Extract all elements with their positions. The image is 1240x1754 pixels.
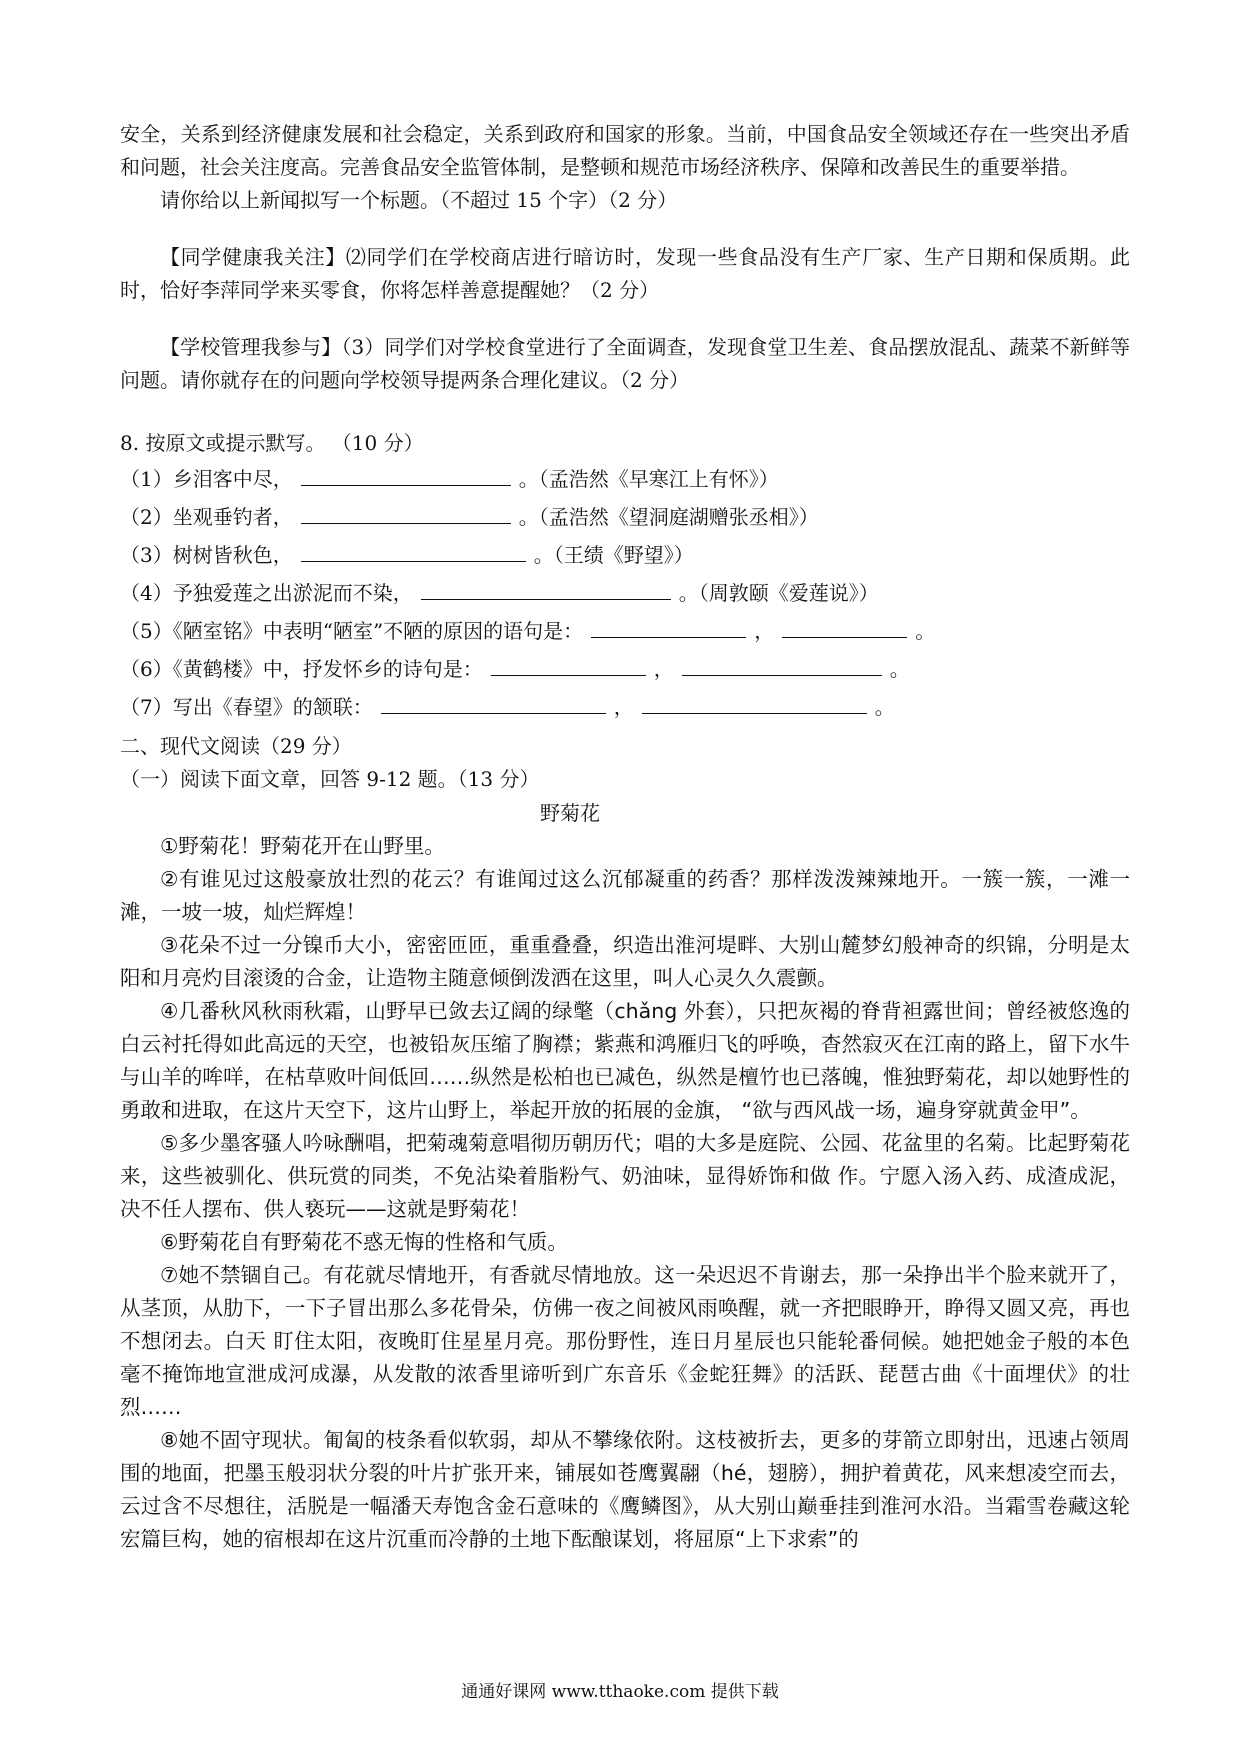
- q8-title: 8. 按原文或提示默写。 （10 分）: [120, 431, 424, 455]
- answer-blank[interactable]: [421, 577, 671, 600]
- exam-page: [120, 118, 1130, 1556]
- section-heading: 二、现代文阅读（29 分）: [120, 734, 352, 758]
- article-paragraph: ⑧她不固守现状。匍匐的枝条看似软弱，却从不攀缘依附。这枝被折去，更多的芽箭立即射出，迅速占领周围的地面，把墨玉般羽状分裂的叶片扩张开来，铺展如苍鹰翼翮（hé，翅膀），拥护着黄花，风来想凌空而去，云过含不尽想往，活脱是一幅潘天寿饱含金石意味的《鹰鳞图》，从大别山巅垂挂到淮河水沿。当霜雪卷藏这轮宏篇巨构，她的宿根却在这片沉重而冷静的土地下酝酿谋划，将屈原“上下求索”的: [120, 1428, 1130, 1551]
- article-paragraph: ③花朵不过一分镍币大小，密密匝匝，重重叠叠，织造出淮河堤畔、大别山麓梦幻般神奇的织锦，分明是太阳和月亮灼目滚烫的合金，让造物主随意倾倒泼洒在这里，叫人心灵久久震颤。: [120, 933, 1130, 990]
- intro-paragraph: 安全，关系到经济健康发展和社会稳定，关系到政府和国家的形象。当前，中国食品安全领域还存在一些突出矛盾和问题，社会关注度高。完善食品安全监管体制，是整顿和规范市场经济秩序、保障和改善民生的重要举措。: [120, 122, 1130, 179]
- article-paragraph: ④几番秋风秋雨秋霜，山野早已敛去辽阔的绿氅（chǎng 外套），只把灰褐的脊背袒露世间；曾经被悠逸的白云衬托得如此高远的天空，也被铅灰压缩了胸襟；紫燕和鸿雁归飞的呼唤，杳然寂灭在江南的路上，留下水牛与山羊的哞咩，在枯草败叶间低回……纵然是松柏也已减色，纵然是檀竹也已落魄，惟独野菊花，却以她野性的勇敢和进取，在这片天空下，这片山野上，举起开放的拓展的金旗， “欲与西风战一场，遍身穿就黄金甲”。: [120, 999, 1130, 1122]
- answer-blank[interactable]: [301, 501, 511, 524]
- recite-item-6: （6）《黄鹤楼》中，抒发怀乡的诗句是： ， 。: [120, 650, 1130, 688]
- article-paragraph: ⑤多少墨客骚人吟咏酬唱，把菊魂菊意唱彻历朝历代；唱的大多是庭院、公园、花盆里的名菊。比起野菊花来，这些被驯化、供玩赏的同类，不免沾染着脂粉气、奶油味，显得娇饰和做 作。宁愿入汤入药、成渣成泥，决不任人摆布、供人亵玩——这就是野菊花！: [120, 1131, 1130, 1221]
- recite-item-1: （1）乡泪客中尽， 。（孟浩然《早寒江上有怀》）: [120, 460, 1130, 498]
- answer-blank[interactable]: [491, 653, 646, 676]
- recite-item-3: （3）树树皆秋色， 。（王绩《野望》）: [120, 536, 1130, 574]
- article-paragraph: ⑦她不禁锢自己。有花就尽情地开，有香就尽情地放。这一朵迟迟不肯谢去，那一朵挣出半个脸来就开了，从茎顶，从肋下，一下子冒出那么多花骨朵，仿佛一夜之间被风雨唤醒，就一齐把眼睁开，睁得又圆又亮，再也不想闭去。白天 盯住太阳，夜晚盯住星星月亮。那份野性，连日月星辰也只能轮番伺候。她把她金子般的本色毫不掩饰地宣泄成河成瀑，从发散的浓香里谛听到广东音乐《金蛇狂舞》的活跃、琵琶古曲《十面埋伏》的壮烈……: [120, 1263, 1130, 1419]
- answer-blank[interactable]: [682, 653, 882, 676]
- section-subheading: （一）阅读下面文章，回答 9-12 题。（13 分）: [120, 767, 540, 791]
- question-suggestion: 【学校管理我参与】（3）同学们对学校食堂进行了全面调查，发现食堂卫生差、食品摆放混乱、蔬菜不新鲜等问题。请你就存在的问题向学校领导提两条合理化建议。（2 分）: [120, 335, 1130, 392]
- question-headline: 请你给以上新闻拟写一个标题。（不超过 15 个字）（2 分）: [160, 188, 678, 212]
- answer-blank[interactable]: [301, 539, 526, 562]
- answer-blank[interactable]: [591, 615, 746, 638]
- recite-item-5: （5）《陋室铭》中表明“陋室”不陋的原因的语句是： ， 。: [120, 612, 1130, 650]
- answer-blank[interactable]: [782, 615, 907, 638]
- article-body: [120, 830, 1130, 1556]
- answer-blank[interactable]: [301, 463, 511, 486]
- article-title: 野菊花: [540, 801, 600, 825]
- article-paragraph: ②有谁见过这般豪放壮烈的花云？有谁闻过这么沉郁凝重的药香？那样泼泼辣辣地开。一簇一簇，一滩一滩，一坡一坡，灿烂辉煌！: [120, 867, 1130, 924]
- article-paragraph: ⑥野菊花自有野菊花不惑无悔的性格和气质。: [160, 1230, 568, 1254]
- answer-blank[interactable]: [381, 691, 606, 714]
- recite-item-7: （7）写出《春望》的颔联： ， 。: [120, 688, 1130, 726]
- recite-item-4: （4）予独爱莲之出淤泥而不染， 。（周敦颐《爱莲说》）: [120, 574, 1130, 612]
- recite-item-2: （2）坐观垂钓者， 。（孟浩然《望洞庭湖赠张丞相》）: [120, 498, 1130, 536]
- answer-blank[interactable]: [642, 691, 867, 714]
- page-footer: 通通好课网 www.tthaoke.com 提供下载: [461, 1682, 779, 1702]
- question-reminder: 【同学健康我关注】⑵同学们在学校商店进行暗访时，发现一些食品没有生产厂家、生产日期和保质期。此时，恰好李萍同学来买零食，你将怎样善意提醒她？（2 分）: [120, 245, 1130, 302]
- article-paragraph: ①野菊花！野菊花开在山野里。: [160, 834, 445, 858]
